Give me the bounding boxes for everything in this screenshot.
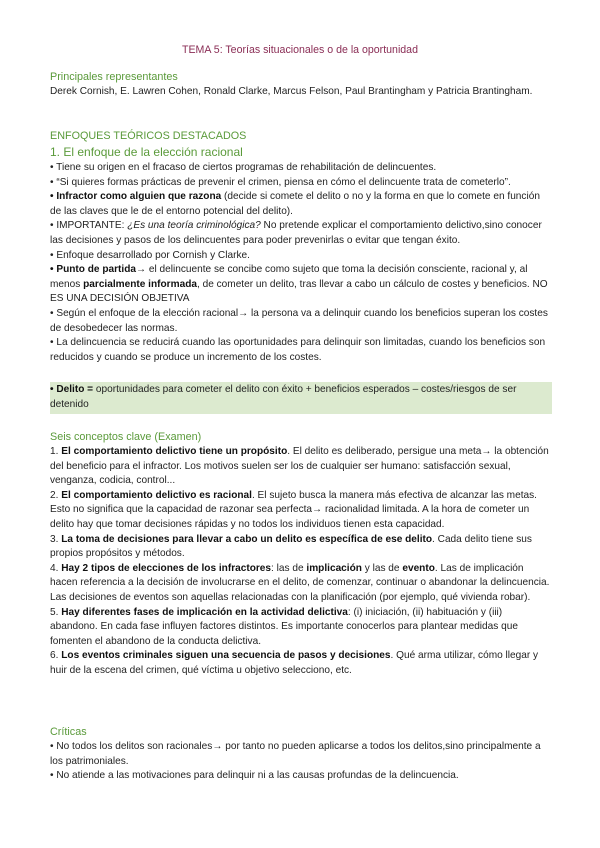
concepto-4-text-a: : las de [271, 562, 307, 574]
bullet-punto-partida-text-a: → el delincuente se concibe como sujeto que toma la decisión consciente, racional y, al menos [50, 264, 528, 290]
concepto-6 [50, 649, 552, 678]
seis-conceptos-heading: Seis conceptos clave (Examen) [50, 431, 202, 443]
conceptos-list [50, 445, 552, 679]
enfoque-eleccion-racional-heading: 1. El enfoque de la elección racional [50, 145, 243, 159]
criticas-list [50, 740, 552, 784]
concepto-3-text: . Cada delito tiene sus propios propósitos y métodos. [50, 533, 532, 560]
bullet-punto-partida-bold: • Punto de partida [50, 264, 136, 276]
critica-1: • No todos los delitos son racionales→ por tanto no pueden aplicarse a todos los delitos,sino principalmente a los patrimoniales. [50, 741, 541, 767]
concepto-4-bold2: implicación [306, 562, 362, 574]
concepto-5-bold: Hay diferentes fases de implicación en la actividad delictiva [61, 606, 348, 618]
concepto-1-text: . El delito es deliberado, persigue una meta→ la obtención del beneficio para el infractor. Los motivos suelen ser los de cualquier ser humano: satisfacción sexual, venganza, codicia, control... [50, 446, 549, 487]
critica-2: • No atiende a las motivaciones para delinquir ni a las causas profundas de la delincuencia. [50, 770, 459, 782]
bullet-importante-question: ¿Es una teoría criminológica? [127, 220, 261, 232]
delito-formula-text: oportunidades para cometer el delito con éxito + beneficios esperados – costes/riesgos de ser detenido [50, 384, 517, 410]
bullet-importante-text: No pretende explicar el comportamiento delictivo,sino conocer las decisiones y pasos de los delincuentes para poder prevenirlas o evitar que tengan éxito. [50, 220, 542, 246]
bullet-origen: • Tiene su origen en el fracaso de ciertos programas de rehabilitación de delincuentes. [50, 162, 437, 173]
enfoque-bullets [50, 161, 552, 365]
concepto-2 [50, 489, 552, 533]
concepto-1-num: 1. [50, 446, 62, 457]
bullet-importante-label: • IMPORTANTE: [50, 220, 128, 232]
document-title: TEMA 5: Teorías situacionales o de la oportunidad [182, 44, 418, 56]
concepto-1-bold: El comportamiento delictivo tiene un propósito [61, 446, 288, 457]
concepto-3 [50, 533, 552, 562]
concepto-1 [50, 445, 552, 489]
concepto-4-num: 4. [50, 562, 62, 574]
concepto-6-bold: Los eventos criminales siguen una secuencia de pasos y decisiones [61, 650, 391, 662]
concepto-6-text: . Qué arma utilizar, cómo llegar y huir de la escena del crimen, qué víctima u objetivo selecciono, etc. [50, 650, 539, 676]
representantes-text [50, 85, 552, 100]
bullet-punto-partida-text-b: , de cometer un delito, tras llevar a cabo un cálculo de costes y beneficios. NO ES UNA DECISIÓN OBJETIVA [50, 278, 548, 305]
concepto-4-bold: Hay 2 tipos de elecciones de los infractores [61, 562, 272, 574]
concepto-2-bold: El comportamiento delictivo es racional [61, 489, 252, 501]
criticas-heading: Críticas [50, 726, 87, 738]
bullet-infractor-text: (decide si comete el delito o no y la forma en que lo comete en función de las claves que le de el entorno potencial del delito). [50, 191, 540, 217]
bullet-delito-formula [50, 383, 552, 412]
concepto-4-bold3: evento [402, 562, 435, 574]
delito-formula-bold: • Delito = [50, 384, 94, 395]
bullet-importante [50, 219, 552, 248]
bullet-punto-partida-bold2: parcialmente informada [83, 278, 197, 290]
representantes-heading: Principales representantes [50, 71, 178, 83]
concepto-4-text-b: y las de [361, 562, 403, 574]
concepto-5-num: 5. [50, 606, 62, 618]
bullet-segun-enfoque: • Según el enfoque de la elección racional→ la persona va a delinquir cuando los beneficios superan los costes de desobedecer las normas. [50, 307, 548, 334]
bullet-infractor [50, 190, 552, 219]
bullet-delincuencia-reducira: • La delincuencia se reducirá cuando las oportunidades para delinquir son limitadas, cuando los beneficios son reducidos y cuando se produce un incremento de los costes. [50, 337, 546, 363]
concepto-4 [50, 562, 552, 606]
enfoques-heading: ENFOQUES TEÓRICOS DESTACADOS [50, 130, 247, 142]
bullet-cornish-clarke: • Enfoque desarrollado por Cornish y Clarke. [50, 249, 250, 261]
bullet-punto-partida [50, 263, 552, 307]
concepto-4-text: . Las de implicación hacen referencia a la decisión de involucrarse en el delito, de comenzar, continuar o abandonar la delincuencia. Las decisiones de eventos son aquellas relacionadas con la planificación (por ejemplo, qué vivienda robar). [50, 562, 550, 603]
concepto-6-num: 6. [50, 650, 62, 662]
concepto-5-text: : (i) iniciación, (ii) habituación y (iii) abandono. En cada fase influyen factores distintos. Es importante conocerlos para plantear medidas que fomenten el abandono de la conducta delictiva. [50, 606, 518, 647]
concepto-2-num: 2. [50, 489, 62, 501]
concepto-5 [50, 606, 552, 650]
concepto-3-bold: La toma de decisiones para llevar a cabo un delito es específica de ese delito [61, 533, 433, 545]
representantes-paragraph: Derek Cornish, E. Lawren Cohen, Ronald Clarke, Marcus Felson, Paul Brantingham y Patricia Brantingham. [50, 86, 533, 97]
delito-formula-highlight [50, 382, 552, 414]
bullet-cita: • “Si quieres formas prácticas de prevenir el crimen, piensa en cómo el delincuente trata de cometerlo”. [50, 176, 511, 188]
bullet-infractor-bold: • Infractor como alguien que razona [50, 191, 222, 203]
concepto-3-num: 3. [50, 533, 62, 545]
concepto-2-text: . El sujeto busca la manera más efectiva de alcanzar las metas. Esto no significa que la capacidad de razonar sea perfecta→ racionalidad limitada. A la hora de cometer un delito hay que tomar decisiones rápidas y no todos los individuos tienen esta capacidad. [50, 489, 537, 530]
